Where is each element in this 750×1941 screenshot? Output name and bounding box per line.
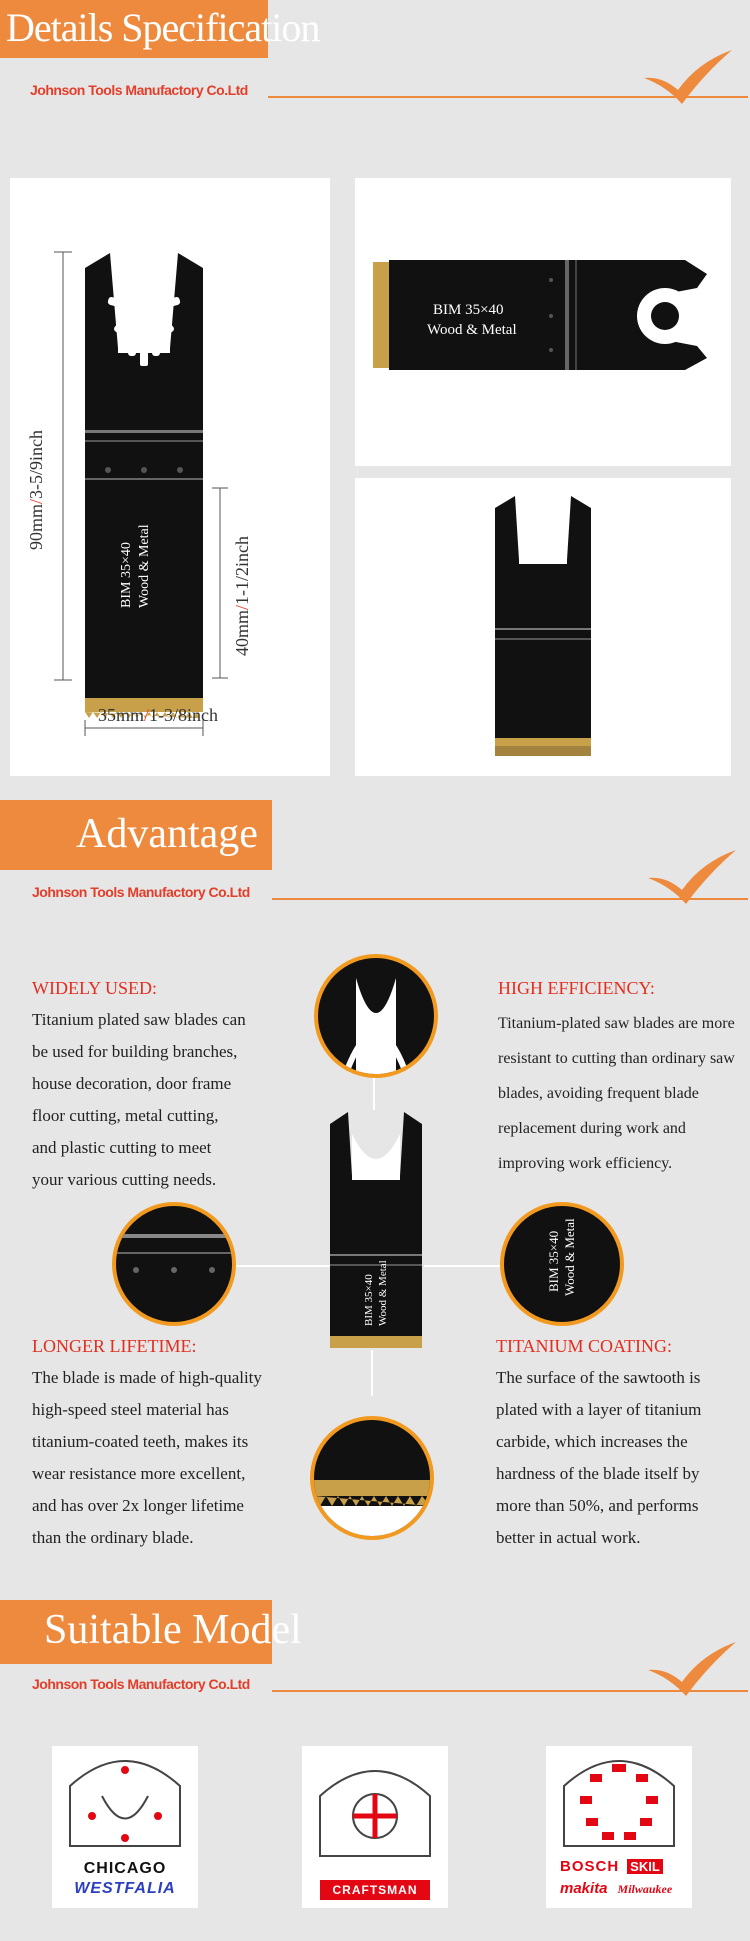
dim-cut-label: 40mm/1-1/2inch bbox=[232, 535, 252, 656]
craftsman-mount-icon bbox=[302, 1746, 448, 1876]
high-efficiency-body: Titanium-plated saw blades are more resistant to cutting than ordinary saw blades, avoiding frequent blade replacement during work and improving work efficiency. bbox=[498, 1015, 735, 1172]
horizontal-blade-label-line1: BIM 35×40 bbox=[433, 302, 504, 318]
titanium-coating-title: TITANIUM COATING: bbox=[496, 1336, 673, 1356]
suitable-check-icon bbox=[646, 1640, 738, 1696]
model-card-bosch bbox=[546, 1746, 692, 1908]
chicago-mount-icon bbox=[52, 1746, 198, 1856]
model-card-craftsman bbox=[302, 1746, 448, 1908]
dim-width-label: 35mm/1-3/8inch bbox=[98, 705, 219, 725]
circle-head-detail bbox=[314, 954, 438, 1078]
circle-label-line1: BIM 35×40 bbox=[546, 1230, 561, 1292]
center-blade-label-line1: BIM 35×40 bbox=[363, 1274, 375, 1326]
model-card-chicago bbox=[52, 1746, 198, 1908]
circle-rivet-detail bbox=[112, 1202, 236, 1326]
longer-lifetime-title: LONGER LIFETIME: bbox=[32, 1336, 197, 1356]
dim-height-label: 90mm/3-5/9inch bbox=[26, 429, 46, 550]
bosch-brand: BOSCH bbox=[560, 1858, 620, 1875]
chicago-brand-line1: CHICAGO bbox=[83, 1860, 167, 1877]
blade-label-line2: Wood & Metal bbox=[137, 524, 152, 608]
chicago-brand-line2: WESTFALIA bbox=[74, 1880, 176, 1897]
center-blade bbox=[326, 1104, 426, 1354]
blade-label-line1: BIM 35×40 bbox=[119, 542, 134, 608]
circle-label-detail bbox=[500, 1202, 624, 1326]
titanium-coating-body: The surface of the sawtooth is plated with a layer of titanium carbide, which increases the hardness of the blade itself by more than 50%, and performs better in actual work. bbox=[496, 1368, 702, 1547]
widely-used-body: Titanium plated saw blades can be used for building branches, house decoration, door frame floor cutting, metal cutting, and plastic cutting to meet your various cutting needs. bbox=[32, 1010, 246, 1189]
details-company: Johnson Tools Manufactory Co.Ltd bbox=[30, 82, 248, 98]
milwaukee-brand: Milwaukee bbox=[617, 1882, 673, 1896]
suitable-banner bbox=[0, 1600, 302, 1664]
circle-label-line2: Wood & Metal bbox=[562, 1218, 577, 1296]
circle-teeth-detail bbox=[310, 1416, 434, 1540]
details-title: Details Specification bbox=[6, 5, 320, 50]
widely-used-title: WIDELY USED: bbox=[32, 978, 158, 998]
skil-brand: SKIL bbox=[627, 1859, 663, 1874]
advantage-company: Johnson Tools Manufactory Co.Ltd bbox=[32, 884, 250, 900]
makita-brand: makita bbox=[560, 1880, 608, 1897]
horizontal-blade-label-line2: Wood & Metal bbox=[427, 322, 517, 338]
longer-lifetime-body: The blade is made of high-quality high-speed steel material has titanium-coated teeth, makes its wear resistance more excellent, and has over 2x longer lifetime than the ordinary blade. bbox=[32, 1368, 262, 1547]
suitable-company: Johnson Tools Manufactory Co.Ltd bbox=[32, 1676, 250, 1692]
bosch-mount-icon bbox=[546, 1746, 692, 1856]
craftsman-brand: CRAFTSMAN bbox=[320, 1880, 430, 1900]
suitable-title: Suitable Model bbox=[44, 1607, 302, 1653]
high-efficiency-title: HIGH EFFICIENCY: bbox=[498, 978, 655, 998]
advantage-title: Advantage bbox=[76, 811, 258, 857]
center-blade-label-line2: Wood & Metal bbox=[377, 1260, 389, 1326]
